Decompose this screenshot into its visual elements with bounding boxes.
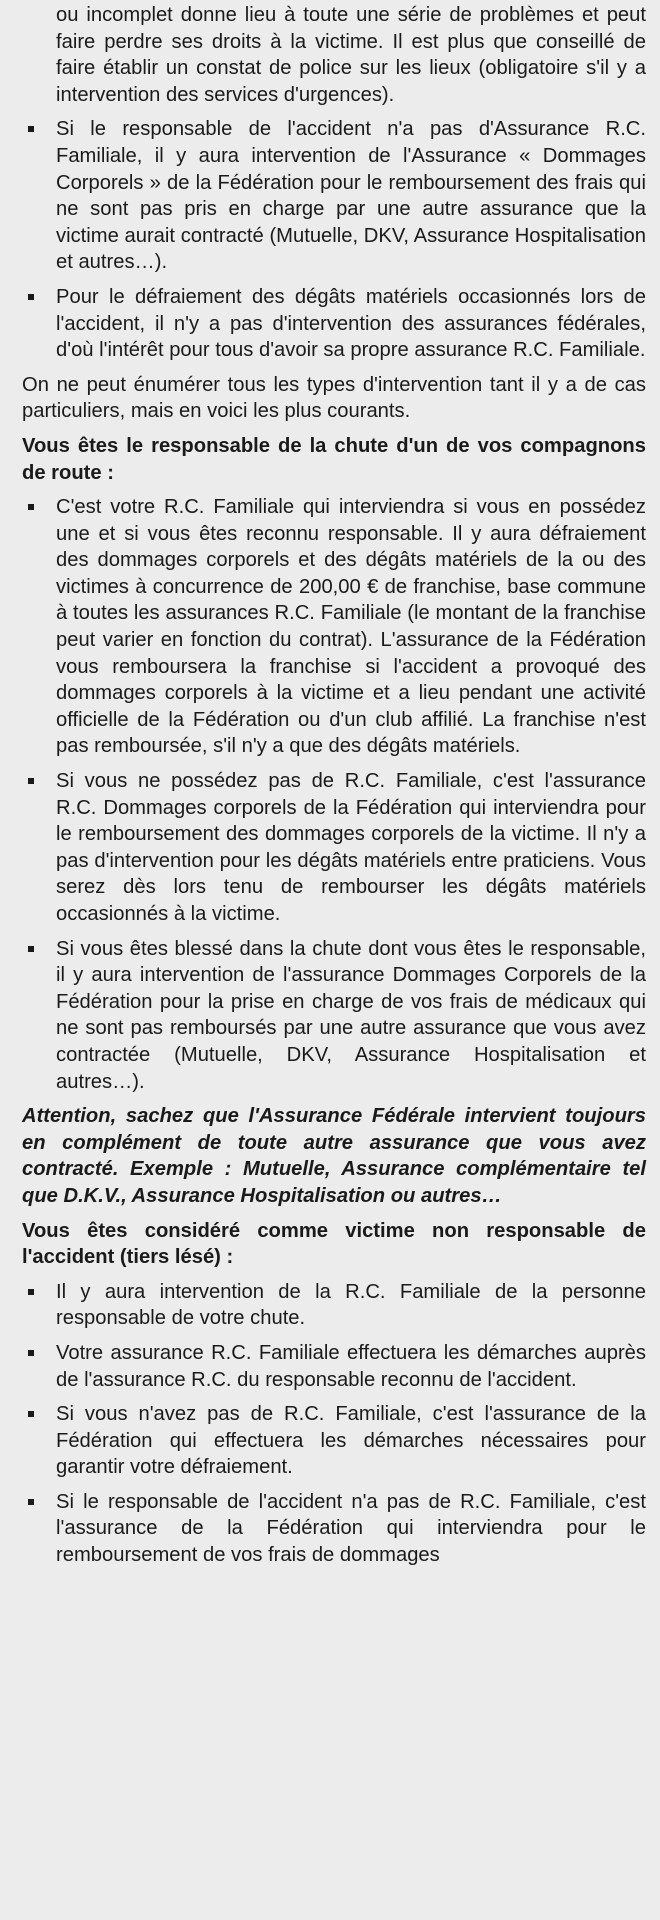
list-item: Si le responsable de l'accident n'a pas de R.C. Familiale, c'est l'assurance de la Fédération qui interviendra pour le remboursement de vos frais de dommages [22,1489,646,1569]
first-bullet-list [22,116,646,363]
attention-note: Attention, sachez que l'Assurance Fédérale intervient toujours en complément de toute autre assurance que vous avez contracté. Exemple : Mutuelle, Assurance complémentaire tel que D.K.V., Assurance Hospitalisation ou autres… [22,1105,646,1207]
section-heading-responsible: Vous êtes le responsable de la chute d'un de vos compagnons de route : [22,434,646,484]
list-item: Si vous n'avez pas de R.C. Familiale, c'est l'assurance de la Fédération qui effectuera les démarches nécessaires pour garantir votre défraiement. [22,1401,646,1481]
responsible-bullet-list [22,494,646,1095]
list-item: C'est votre R.C. Familiale qui interviendra si vous en possédez une et si vous êtes reconnu responsable. Il y aura défraiement des dommages corporels et des dégâts matériels de la ou des victimes à concurrence de 200,00 € de franchise, base commune à toutes les assurances R.C. Familiale (le montant de la franchise peut varier en fonction du contrat). L'assurance de la Fédération vous remboursera la franchise si l'accident a provoqué des dommages corporels à la victime et a lieu pendant une activité officielle de la Fédération ou d'un club affilié. La franchise n'est pas remboursée, s'il n'y a que des dégâts matériels. [22,494,646,760]
intro-paragraph: On ne peut énumérer tous les types d'intervention tant il y a de cas particuliers, mais en voici les plus courants. [22,373,646,423]
opening-paragraph: ou incomplet donne lieu à toute une série de problèmes et peut faire perdre ses droits à la victime. Il est plus que conseillé de faire établir un constat de police sur les lieux (obligatoire s'il y a intervention des services d'urgences). [56,4,646,106]
list-item: Votre assurance R.C. Familiale effectuera les démarches auprès de l'assurance R.C. du responsable reconnu de l'accident. [22,1340,646,1393]
section-heading-victim: Vous êtes considéré comme victime non responsable de l'accident (tiers lésé) : [22,1219,646,1269]
list-item: Si vous êtes blessé dans la chute dont vous êtes le responsable, il y aura intervention de l'assurance Dommages Corporels de la Fédération pour la prise en charge de vos frais de médicaux qui ne sont pas remboursés par une autre assurance que vous avez contractée (Mutuelle, DKV, Assurance Hospitalisation et autres…). [22,936,646,1096]
victim-bullet-list [22,1279,646,1569]
list-item: Il y aura intervention de la R.C. Familiale de la personne responsable de votre chute. [22,1279,646,1332]
list-item: Si le responsable de l'accident n'a pas d'Assurance R.C. Familiale, il y aura intervention de l'Assurance « Dommages Corporels » de la Fédération pour le remboursement des frais qui ne sont pas pris en charge par une autre assurance que la victime aurait contracté (Mutuelle, DKV, Assurance Hospitalisation et autres…). [22,116,646,276]
list-item: Si vous ne possédez pas de R.C. Familiale, c'est l'assurance R.C. Dommages corporels de la Fédération qui interviendra pour le remboursement des dommages corporels de la victime. Il n'y a pas d'intervention pour les dégâts matériels entre praticiens. Vous serez dès lors tenu de rembourser les dégâts matériels occasionnés à la victime. [22,768,646,928]
list-item: Pour le défraiement des dégâts matériels occasionnés lors de l'accident, il n'y a pas d'intervention des assurances fédérales, d'où l'intérêt pour tous d'avoir sa propre assurance R.C. Familiale. [22,284,646,364]
